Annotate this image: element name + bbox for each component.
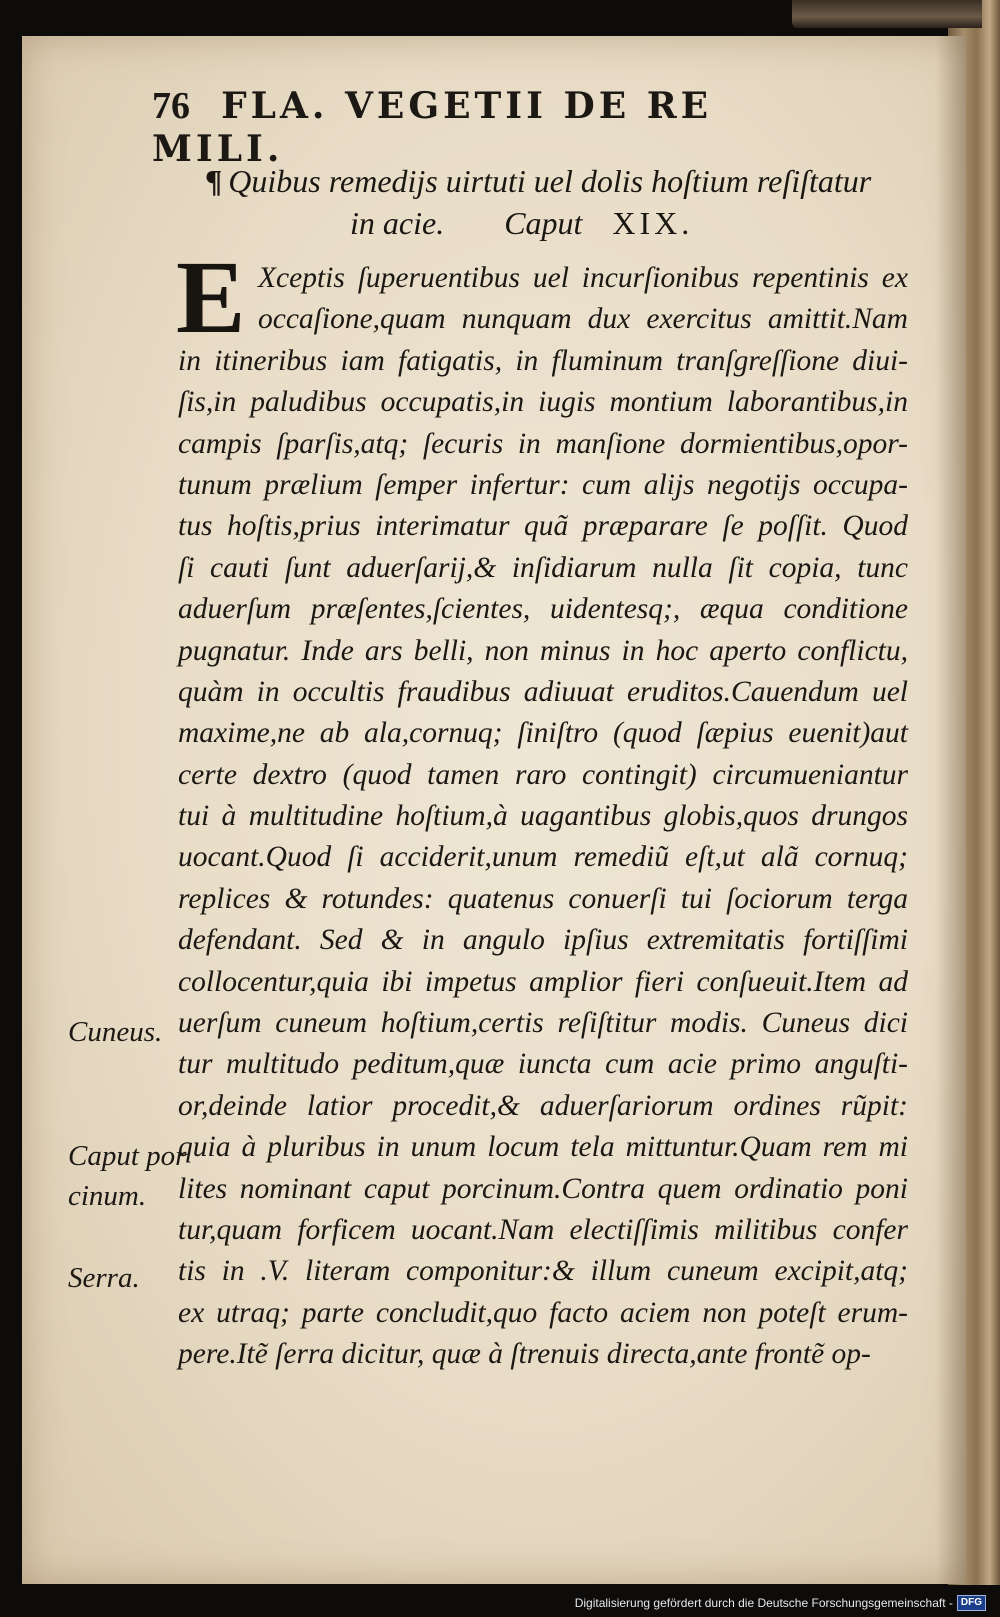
marginal-note-serra: Serra. (68, 1262, 140, 1294)
text-line: tur,quam forficem uocant.Nam electiſſimis militibus confer (178, 1213, 908, 1246)
marginal-note-caput-porcinum-2: cinum. (68, 1180, 147, 1212)
pilcrow-mark: ¶ (205, 163, 223, 199)
text-line: Xceptis ſuperuentibus uel incurſionibus repentinis ex (258, 262, 908, 294)
text-line: ſi cauti ſunt aduerſarij,& inſidiarum nulla ſit copia, tunc (178, 551, 908, 584)
text-line: or,deinde latior procedit,& aduerſariorum ordines rũpit: (178, 1089, 908, 1122)
digitization-credit (575, 1593, 986, 1613)
text-line: tui à multitudine hoſtium,à uagantibus globis,quos drungos (178, 800, 908, 833)
text-line: in itineribus iam fatigatis, in fluminum tranſgreſſione diui- (178, 344, 908, 377)
drop-cap-initial: E (176, 240, 246, 355)
running-head: FLA. VEGETII DE RE MILI. (152, 85, 713, 170)
text-line: lites nominant caput porcinum.Contra quem ordinatio poni (178, 1172, 908, 1205)
text-line: tunum prælium ſemper infertur: cum alijs negotijs occupa- (178, 468, 908, 501)
text-line: replices & rotundes: quatenus conuerſi tui ſociorum terga (178, 882, 908, 915)
page-header (152, 84, 852, 170)
text-line: aduerſum præſentes,ſcientes, uidentesq;, æqua conditione (178, 593, 908, 626)
credit-text: Digitalisierung gefördert durch die Deutsche Forschungsgemeinschaft - (574, 1596, 953, 1610)
text-line: quia à pluribus in unum locum tela mittuntur.Quam rem mi (178, 1131, 908, 1164)
text-line: occaſione,quam nunquam dux exercitus amittit.Nam (258, 303, 908, 336)
marginal-note-caput-porcinum-1: Caput por (68, 1140, 187, 1172)
caput-label: Caput (504, 205, 583, 241)
text-line: pere.Itẽ ſerra dicitur, quæ à ſtrenuis directa,ante frontẽ op- (178, 1338, 871, 1371)
marginal-note-cuneus: Cuneus. (68, 1016, 163, 1048)
book-binding (792, 0, 982, 28)
text-line: uerſum cuneum hoſtium,certis reſiſtitur modis. Cuneus dici (178, 1007, 908, 1040)
text-line: maxime,ne ab ala,cornuq; ſiniſtro (quod ſæpius euenit)aut (178, 717, 908, 750)
text-line: campis ſparſis,atq; ſecuris in manſione dormientibus,opor- (178, 427, 908, 460)
text-line: quàm in occultis fraudibus adiuuat eruditos.Cauendum uel (178, 675, 908, 708)
text-line: uocant.Quod ſi acciderit,unum remediũ eſt,ut alã cornuq; (178, 841, 908, 874)
chapter-title (205, 160, 885, 244)
chapter-title-line1: Quibus remedijs uirtuti uel dolis hoſtium reſiſtatur (228, 163, 872, 199)
text-line: certe dextro (quod tamen raro contingit) circumueniantur (178, 758, 908, 791)
caput-number: XIX. (612, 205, 694, 241)
text-line: ex utraq; parte concludit,quo facto aciem non poteſt erum- (178, 1296, 908, 1329)
text-line: tur multitudo peditum,quæ iuncta cum acie primo anguſti- (178, 1048, 908, 1081)
text-line: tis in .V. literam componitur:& illum cuneum excipit,atq; (178, 1255, 908, 1288)
page-number: 76 (152, 85, 190, 127)
text-line: tus hoſtis,prius interimatur quã præparare ſe poſſit. Quod (178, 510, 908, 543)
text-line: ſis,in paludibus occupatis,in iugis montium laborantibus,in (178, 386, 908, 419)
body-text (176, 240, 908, 1376)
chapter-title-line2: in acie. (350, 205, 445, 241)
text-line: collocentur,quia ibi impetus amplior fieri conſueuit.Item ad (178, 965, 908, 998)
dfg-logo: DFG (957, 1595, 986, 1611)
text-line: pugnatur. Inde ars belli, non minus in hoc aperto conflictu, (178, 634, 908, 667)
text-line: defendant. Sed & in angulo ipſius extremitatis fortiſſimi (178, 924, 908, 957)
